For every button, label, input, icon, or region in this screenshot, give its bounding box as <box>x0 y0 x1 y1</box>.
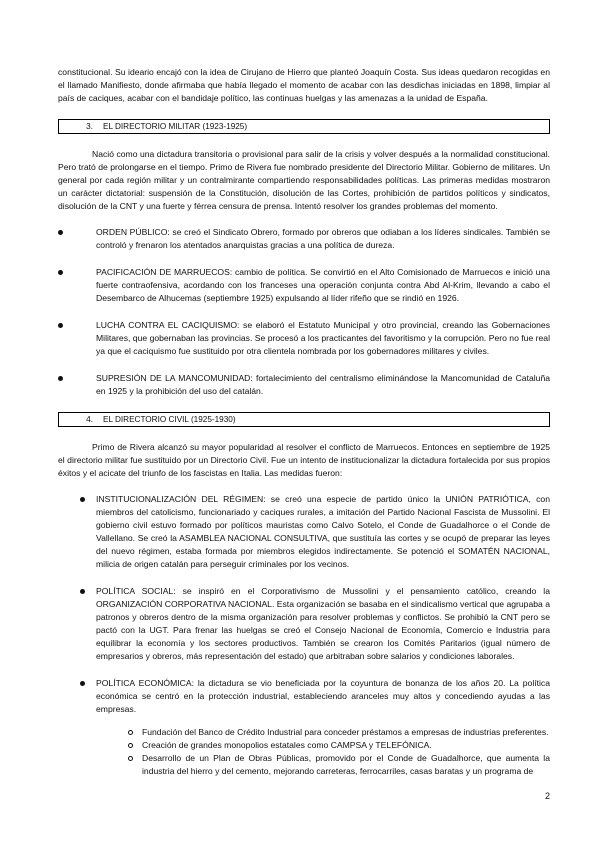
bullet-text: POLÍTICA SOCIAL: se inspiró en el Corporativismo de Mussolini y el pensamiento católico, creando la ORGANIZACIÓN CORPORATIVA NACIONAL. Esta organización se basaba en el sindicalismo vertical que agrupaba a patronos y obreros dentro de la misma organización para resolver problemas y conflictos. Se prohibió la CNT pero se pactó con la UGT. Para frenar las huelgas se creó el Consejo Nacional de Economía, Comercio e Industria para equilibrar la economía y los sectores productivos. También se crearon los Comités Paritarios (igual número de empresarios y obreros, más representación del estado) que arbitraban sobre salarios y condiciones laborales. <box>96 586 550 661</box>
section-3-bullet-list <box>58 226 550 398</box>
bullet-icon <box>58 270 63 275</box>
bullet-text: PACIFICACIÓN DE MARRUECOS: cambio de política. Se convirtió en el Alto Comisionado de Marruecos e inició una fuerte contraofensiva, acordando con los franceses una operación conjunta contra Abd Al-Krim, llevando a cabo el Desembarco de Alhucemas (septiembre 1925) expulsando al líder rifeño que se rindió en 1926. <box>96 267 550 303</box>
list-item <box>58 226 550 252</box>
sub-bullet-text: Desarrollo de un Plan de Obras Públicas, promovido por el Conde de Guadalhorce, que aumenta la industria del hierro y del cemento, mejorando carreteras, ferrocarriles, casas baratas y un programa de <box>142 753 550 776</box>
list-item <box>58 319 550 358</box>
sub-bullet-text: Fundación del Banco de Crédito Industrial para conceder préstamos a empresas de industrias preferentes. <box>142 727 549 737</box>
bullet-icon <box>80 589 85 594</box>
sub-bullet-text: Creación de grandes monopolios estatales como CAMPSA y TELEFÓNICA. <box>142 740 432 750</box>
intro-paragraph: constitucional. Su ideario encajó con la idea de Cirujano de Hierro que planteó Joaquín Costa. Sus ideas quedaron recogidas en el llamado Manifiesto, donde afirmaba que había llegado el momento de acabar con las desdichas iniciadas en 1898, limpiar al país de caciques, acabar con el bandidaje político, las continuas huelgas y las amenazas a la unidad de España. <box>58 67 550 103</box>
sub-list-item <box>96 739 550 752</box>
sub-list-item <box>96 752 550 778</box>
bullet-icon <box>80 497 85 502</box>
bullet-text: INSTITUCIONALIZACIÓN DEL RÉGIMEN: se creó una especie de partido único la UNIÓN PATRIÓTICA, con miembros del catolicismo, funcionariado y caciques rurales, a imitación del Partido Nacional Fascista de Mussolini. El gobierno civil estuvo formado por políticos mauristas como Calvo Sotelo, el Conde de Guadalhorce o el Conde de Vallellano. Se creó la ASAMBLEA NACIONAL CONSULTIVA, que sustituía las cortes y se ocupó de preparar las leyes del nuevo régimen, estaba formada por miembros elegidos indirectamente. Se potenció el SOMATÉN NACIONAL, milicia de origen catalán para perseguir criminales por los vecinos. <box>96 494 550 569</box>
list-item <box>58 677 550 778</box>
section-3-title: EL DIRECTORIO MILITAR (1923-1925) <box>103 122 248 131</box>
bullet-icon <box>80 681 85 686</box>
bullet-icon <box>58 323 63 328</box>
bullet-icon <box>58 230 63 235</box>
circle-bullet-icon <box>128 730 133 735</box>
page-number: 2 <box>544 791 550 801</box>
section-4-header <box>58 412 550 427</box>
bullet-text: POLÍTICA ECONÓMICA: la dictadura se vio beneficiada por la coyuntura de bonanza de los años 20. La política económica se centró en la protección industrial, estableciendo aranceles muy altos y concediendo ayudas a las empresas. <box>96 678 550 714</box>
circle-bullet-icon <box>128 756 133 761</box>
section-4-bullet-list <box>58 493 550 778</box>
document-page <box>58 66 550 792</box>
section-4-number: 4. <box>86 415 93 424</box>
bullet-text: SUPRESIÓN DE LA MANCOMUNIDAD: fortalecimiento del centralismo eliminándose la Mancomunidad de Cataluña en 1925 y la prohibición del uso del catalán. <box>96 373 550 396</box>
list-item <box>58 266 550 305</box>
section-3-number: 3. <box>86 122 93 131</box>
circle-bullet-icon <box>128 743 133 748</box>
section-4-title: EL DIRECTORIO CIVIL (1925-1930) <box>103 415 236 424</box>
bullet-text: ORDEN PÚBLICO: se creó el Sindicato Obrero, formado por obreros que odiaban a los líderes sindicales. También se controló y frenaron los atentados anarquistas gracias a una política de dureza. <box>96 227 550 250</box>
list-item <box>58 585 550 663</box>
sub-list-item <box>96 726 550 739</box>
list-item <box>58 372 550 398</box>
section-3-header <box>58 119 550 134</box>
list-item <box>58 493 550 571</box>
economic-sub-list <box>96 726 550 778</box>
section-4-paragraph: Primo de Rivera alcanzó su mayor popularidad al resolver el conflicto de Marruecos. Entonces en septiembre de 1925 el directorio militar fue sustituido por un Directorio Civil. Fue un intento de institucionalizar la dictadura fortalecida por sus propios éxitos y el acicate del triunfo de los fascistas en Italia. Las medidas fueron: <box>58 442 550 478</box>
bullet-icon <box>58 376 63 381</box>
bullet-text: LUCHA CONTRA EL CACIQUISMO: se elaboró el Estatuto Municipal y otro provincial, creando las Gobernaciones Militares, que gobernaban las provincias. Se procesó a los practicantes del favoritismo y la corrupción. Pero no fue real ya que el caciquismo fue sustituido por otra clientela nombrada por los gobernadores militares y civiles. <box>96 320 550 356</box>
section-3-paragraph: Nació como una dictadura transitoria o provisional para salir de la crisis y volver después a la normalidad constitucional. Pero trató de prolongarse en el tiempo. Primo de Rivera fue nombrado presidente del Directorio Militar. Gobierno de militares. Un general por cada región militar y un contralmirante compartiendo responsabilidades políticas. Las primeras medidas mostraron un carácter dictatorial: suspensión de la Constitución, disolución de las Cortes, prohibición de partidos políticos y sindicatos, disolución de la CNT y una fuerte y férrea censura de prensa. Intentó resolver los grandes problemas del momento. <box>58 149 550 211</box>
